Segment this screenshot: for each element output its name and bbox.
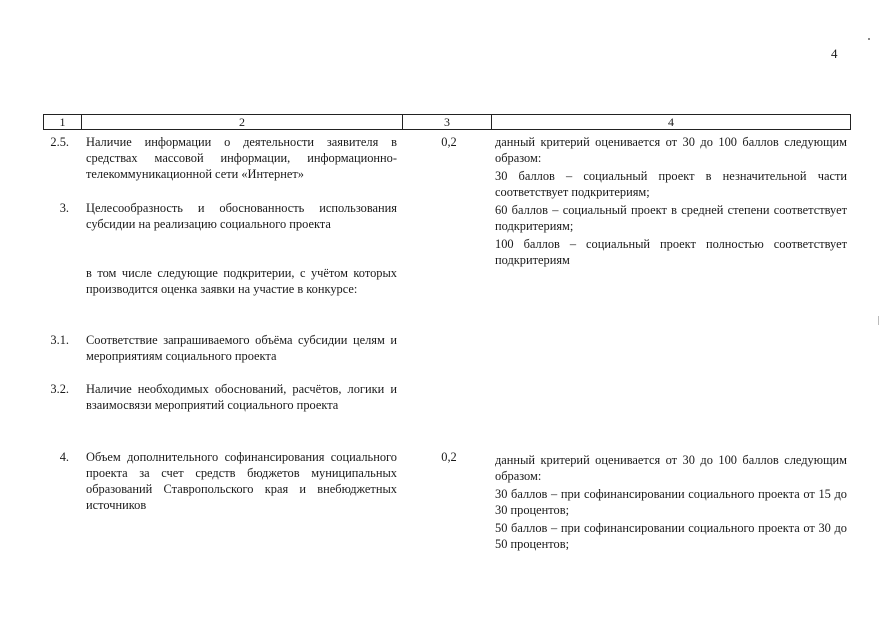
criterion-text: Соответствие запрашиваемого объёма субсидии целям и мероприятиям социального проекта: [86, 333, 397, 363]
scan-speck: [868, 38, 870, 40]
description-line: 30 баллов – при софинансировании социального проекта от 15 до 30 процентов;: [495, 487, 847, 517]
row-number: 3.1.: [50, 333, 69, 347]
page-number: 4: [831, 46, 838, 61]
header-col-2: 2: [82, 115, 403, 129]
table-header-row: [43, 114, 851, 130]
criterion-description: [495, 134, 847, 270]
criterion-description: [495, 452, 847, 554]
description-line: данный критерий оценивается от 30 до 100 баллов следующим образом:: [495, 453, 847, 483]
description-line: 50 баллов – при софинансировании социального проекта от 30 до 50 процентов;: [495, 521, 847, 551]
criterion-weight: 0,2: [441, 135, 457, 149]
scan-edge-mark: [878, 316, 879, 325]
description-line: 60 баллов – социальный проект в средней степени соответствует подкритериям;: [495, 203, 847, 233]
row-number: 3.: [59, 201, 69, 215]
criterion-text: Целесообразность и обоснованность использования субсидии на реализацию социального проекта: [86, 201, 397, 231]
description-line: 30 баллов – социальный проект в незначительной части соответствует подкритериям;: [495, 169, 847, 199]
criterion-weight: 0,2: [441, 450, 457, 464]
row-number: 2.5.: [50, 135, 69, 149]
header-col-1: 1: [44, 115, 82, 129]
header-col-4: 4: [668, 115, 674, 129]
criterion-text: Наличие необходимых обоснований, расчётов, логики и взаимосвязи мероприятий социального проекта: [86, 382, 397, 412]
criterion-note: в том числе следующие подкритерии, с учётом которых производится оценка заявки на участие в конкурсе:: [86, 266, 397, 296]
row-number: 4.: [59, 450, 69, 464]
header-col-3: 3: [403, 115, 492, 129]
description-line: данный критерий оценивается от 30 до 100 баллов следующим образом:: [495, 135, 847, 165]
criterion-text: Объем дополнительного софинансирования социального проекта за счет средств бюджетов муниципальных образований Ставропольского края и внебюджетных источников: [86, 450, 397, 512]
criterion-text: Наличие информации о деятельности заявителя в средствах массовой информации, информационно-телекоммуникационной сети «Интернет»: [86, 135, 397, 181]
row-number: 3.2.: [50, 382, 69, 396]
description-line: 100 баллов – социальный проект полностью соответствует подкритериям: [495, 237, 847, 267]
